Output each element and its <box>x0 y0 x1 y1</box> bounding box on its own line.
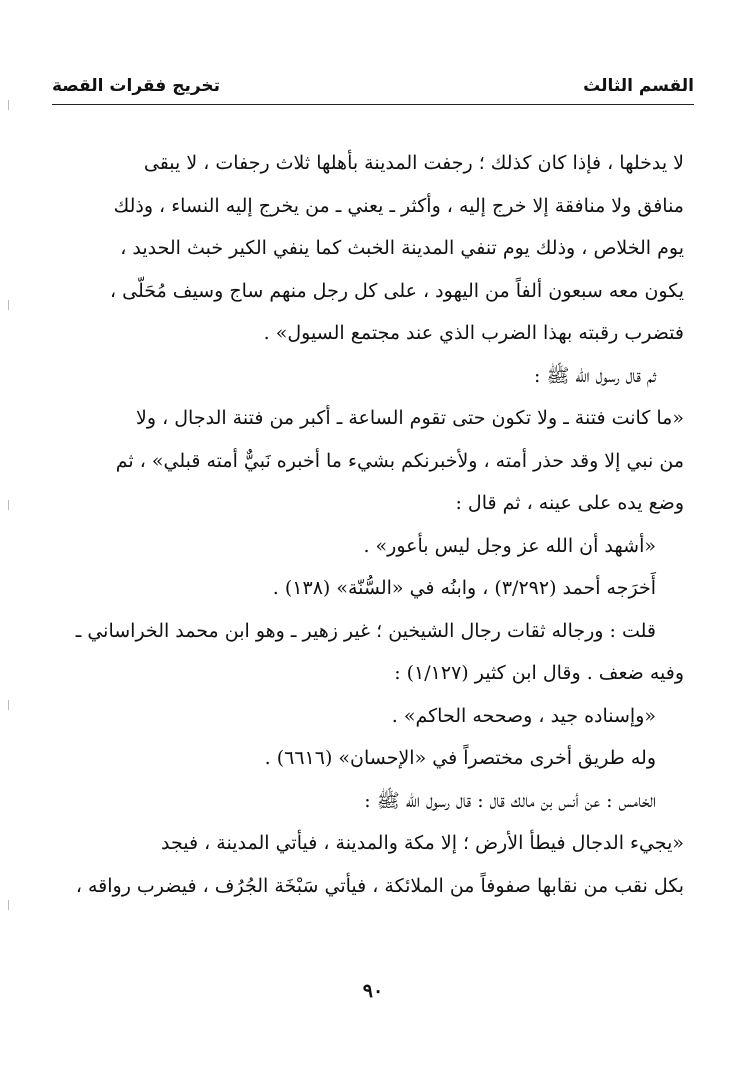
text-line: قلت : ورجاله ثقات رجال الشيخين ؛ غير زهير ـ وهو ابن محمد الخراساني ـ <box>75 619 656 642</box>
text-line: من نبي إلا وقد حذر أمته ، ولأخبرنكم بشيء ما أخبره نَبيٌّ أمته قبلي» ، ثم <box>115 449 684 472</box>
chapter-title: تخريج فقرات القصة <box>52 76 221 96</box>
text-line: منافق ولا منافقة إلا خرج إليه ، وأكثر ـ يعني ـ من يخرج إليه النساء ، وذلك <box>113 194 684 217</box>
text-line: أَخرَجه أحمد (٣/٢٩٢) ، وابنُه في «السُّنّة» (١٣٨) . <box>272 577 656 599</box>
text-line: لا يدخلها ، فإذا كان كذلك ؛ رجفت المدينة بأهلها ثلاث رجفات ، لا يبقى <box>143 152 684 174</box>
text-line: فتضرب رقبته بهذا الضرب الذي عند مجتمع السيول» . <box>263 322 684 344</box>
text-line: يكون معه سبعون ألفاً من اليهود ، على كل رجل منهم ساج وسيف مُحَلّى ، <box>110 279 684 302</box>
text-line: ثم قال رسول الله ﷺ : <box>534 364 656 387</box>
text-line: يوم الخلاص ، وذلك يوم تنفي المدينة الخبث كما ينفي الكير خبث الحديد ، <box>120 237 684 259</box>
text-line: «أشهد أن الله عز وجل ليس بأعور» . <box>363 534 656 557</box>
section-title: القسم الثالث <box>583 76 694 96</box>
page-number: ٩٠ <box>362 980 384 1002</box>
margin-mark <box>8 900 9 910</box>
header-rule <box>52 104 694 105</box>
body-text <box>50 142 684 907</box>
text-line: الخامس : عن أنس بن مالك قال : قال رسول الله ﷺ : <box>364 789 656 812</box>
running-header <box>52 72 694 100</box>
margin-mark <box>8 300 9 310</box>
text-line: «يجيء الدجال فيطأ الأرض ؛ إلا مكة والمدينة ، فيأتي المدينة ، فيجد <box>161 832 684 854</box>
text-line: وفيه ضعف . وقال ابن كثير (١/١٢٧) : <box>394 662 684 684</box>
text-line: «وإسناده جيد ، وصححه الحاكم» . <box>391 704 656 727</box>
text-line: وضع يده على عينه ، ثم قال : <box>455 492 684 514</box>
text-line: بكل نقب من نقابها صفوفاً من الملائكة ، فيأتي سَبْخَة الجُرُف ، فيضرب رواقه ، <box>75 874 684 897</box>
margin-mark <box>8 500 9 510</box>
text-line: «ما كانت فتنة ـ ولا تكون حتى تقوم الساعة ـ أكبر من فتنة الدجال ، ولا <box>136 407 684 429</box>
text-line: وله طريق أخرى مختصراً في «الإحسان» (٦٦١٦) . <box>264 747 656 769</box>
margin-mark <box>8 100 9 110</box>
margin-mark <box>8 700 9 710</box>
